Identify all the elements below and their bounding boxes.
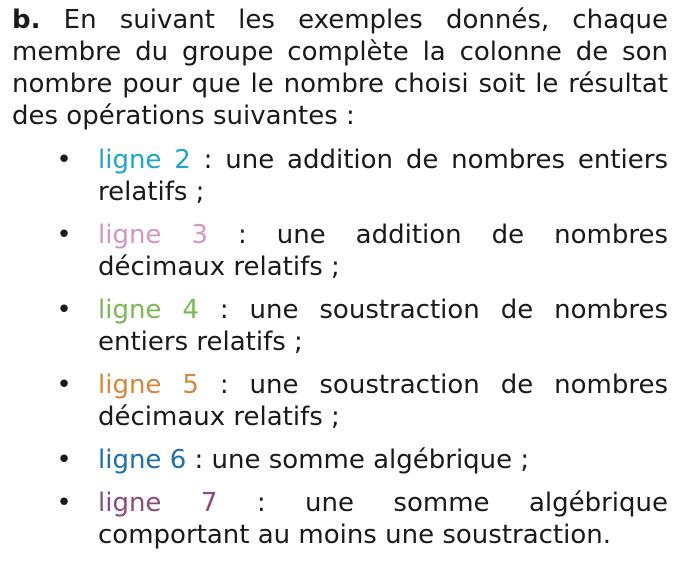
item-text: : une soustraction de nombres décimaux relatifs ; — [98, 370, 669, 432]
line-label: ligne 7 — [98, 488, 218, 518]
bullet-icon: • — [56, 295, 72, 325]
line-label: ligne 3 — [98, 220, 208, 250]
item-text: : une addition de nombres décimaux relatifs ; — [98, 220, 668, 282]
bullet-icon: • — [56, 370, 72, 400]
item-text: : une somme algébrique ; — [186, 445, 530, 475]
list-item — [12, 444, 668, 476]
operations-list — [12, 144, 668, 551]
intro-text: En suivant les exemples donnés, chaque membre du groupe complète la colonne de son nombre pour que le nombre choisi soit le résultat des opérations suivantes : — [12, 5, 668, 131]
list-item — [12, 487, 668, 551]
intro-paragraph — [12, 4, 668, 132]
question-label: b. — [12, 5, 41, 35]
line-label: ligne 2 — [98, 145, 191, 175]
list-item — [12, 144, 668, 208]
list-item — [12, 369, 668, 433]
line-label: ligne 4 — [98, 295, 199, 325]
exercise-text — [12, 4, 668, 562]
bullet-icon: • — [56, 445, 72, 475]
line-label: ligne 5 — [98, 370, 199, 400]
list-item — [12, 219, 668, 283]
line-label: ligne 6 — [98, 445, 187, 475]
item-text: : une somme algébrique comportant au moins une soustraction. — [98, 488, 668, 550]
bullet-icon: • — [56, 488, 72, 518]
item-text: : une soustraction de nombres entiers relatifs ; — [98, 295, 669, 357]
item-text: : une addition de nombres entiers relatifs ; — [98, 145, 668, 207]
list-item — [12, 294, 668, 358]
bullet-icon: • — [56, 145, 72, 175]
bullet-icon: • — [56, 220, 72, 250]
